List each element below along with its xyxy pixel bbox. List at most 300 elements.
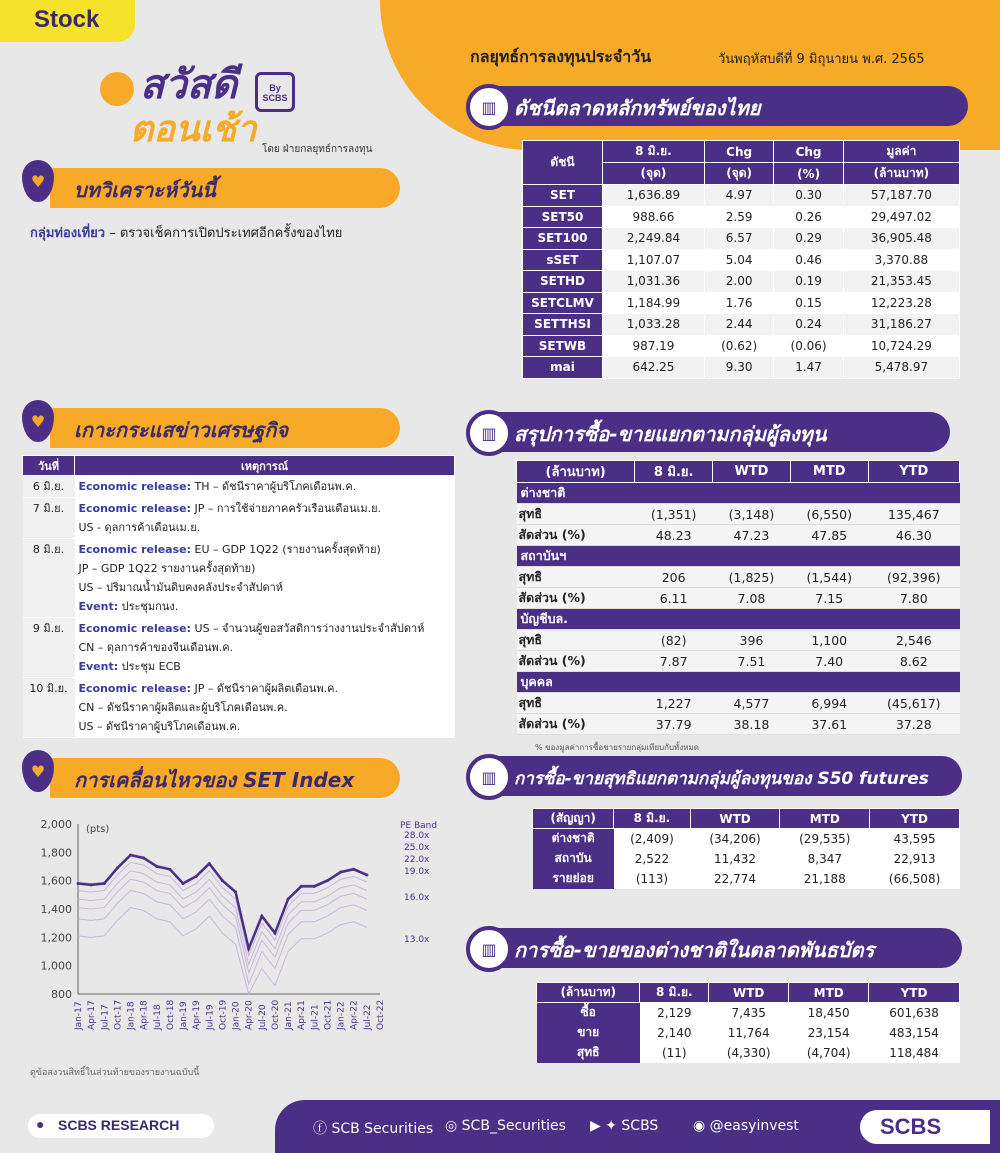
news-key: Event: [78,660,119,673]
youtube-twitter-link[interactable]: ▶ ✦ SCBS [590,1118,659,1134]
news-text: JP – ดัชนีราคาผู้ผลิตเดือนพ.ค. [191,682,339,695]
futures-cell: (66,508) [870,869,960,889]
analysis-text [30,222,342,243]
investor-cell: 7.51 [713,651,791,672]
analysis-sector: กลุ่มท่องเที่ยว [30,226,106,241]
investor-row [517,693,960,714]
index-cell: 0.46 [774,249,843,271]
futures-heading: การซื้อ-ขายสุทธิแยกตามกลุ่มผู้ลงทุนของ S50 futures [490,756,962,796]
investor-row [517,651,960,672]
y-tick-label: 1,000 [40,959,72,973]
futures-label: รายย่อย [533,869,614,889]
news-date: 9 มิ.ย. [23,618,75,678]
investor-cell: (1,544) [790,567,868,588]
news-text: US – ดัชนีราคาผู้บริโภคเดือนพ.ค. [78,720,241,733]
investor-group: บัญชีบล. [517,609,960,630]
set-index-point [352,868,355,871]
th-sub: (ล้านบาท) [843,163,959,185]
investor-cell: (92,396) [868,567,959,588]
news-text: JP – GDP 1Q22 รายงานครั้งสุดท้าย) [78,562,256,575]
news-line [79,638,451,657]
index-cell: 0.19 [774,271,843,293]
index-name: SET [523,185,603,207]
x-tick-label: Jan-22 [336,1001,347,1030]
index-cell: 0.15 [774,292,843,314]
index-cell: 2,249.84 [603,228,705,250]
index-name: SETCLMV [523,292,603,314]
futures-cell: (29,535) [780,829,870,849]
x-tick-label: Jul-19 [205,1004,216,1030]
news-text: ประชุม ECB [118,660,181,673]
investor-cell: 7.40 [790,651,868,672]
pe-band-label: 19.0x [404,867,430,877]
pe-band-line [78,879,367,973]
investor-cell: 6.11 [635,588,713,609]
futures-label: ต่างชาติ [533,829,614,849]
investor-cell: (1,351) [635,504,713,525]
investor-cell: 37.61 [790,714,868,735]
investor-cell: 47.23 [713,525,791,546]
index-name: sSET [523,249,603,271]
set-index-point [287,898,290,901]
index-row [523,335,960,357]
y-tick-label: 1,200 [40,931,72,945]
index-name: SET100 [523,228,603,250]
index-name: mai [523,357,603,379]
x-tick-label: Jan-20 [231,1001,242,1030]
pe-band-line [78,908,367,994]
investor-cell: (3,148) [713,504,791,525]
th: 8 มิ.ย. [640,983,709,1003]
index-cell: 987.19 [603,335,705,357]
futures-cell: (113) [614,869,690,889]
investor-table [516,460,960,735]
x-tick-label: Jan-21 [284,1001,295,1030]
index-cell: (0.06) [774,335,843,357]
magnifier-chart-icon: ▥ [466,926,512,972]
bonds-row [537,1023,960,1043]
th: WTD [713,461,791,483]
index-row [523,206,960,228]
news-text: JP – การใช้จ่ายภาคครัวเรือนเดือนเม.ย. [191,502,382,515]
investor-cell: 1,100 [790,630,868,651]
index-cell: 4.97 [704,185,773,207]
index-cell: 1,033.28 [603,314,705,336]
index-cell: 31,186.27 [843,314,959,336]
news-row [23,539,455,618]
y-tick-label: 800 [51,988,72,1001]
analysis-body: – ตรวจเช็คการเปิดประเทศอีกครั้งของไทย [105,226,343,241]
investor-group-row [517,672,960,693]
index-heading: ดัชนีตลาดหลักทรัพย์ของไทย [490,86,968,126]
bonds-cell: (11) [640,1043,709,1063]
index-cell: 642.25 [603,357,705,379]
investor-row-label: สัดส่วน (%) [517,714,635,735]
x-tick-label: Jul-22 [362,1004,373,1030]
news-events [75,476,455,498]
index-cell: 29,497.02 [843,206,959,228]
investor-cell: 7.08 [713,588,791,609]
investor-group: สถาบันฯ [517,546,960,567]
x-tick-label: Oct-17 [113,999,124,1030]
facebook-link[interactable]: ⓕ SCB Securities [313,1121,434,1137]
index-cell: 12,223.28 [843,292,959,314]
investor-row [517,714,960,735]
magnifier-chart-icon: ▥ [466,410,512,456]
bonds-cell: 601,638 [869,1003,960,1023]
bonds-cell: 11,764 [709,1023,789,1043]
index-cell: 0.29 [774,228,843,250]
news-text: CN – ดัชนีราคาผู้ผลิตและผู้บริโภคเดือนพ.ค. [78,701,288,714]
futures-cell: 8,347 [780,849,870,869]
news-text: US – จำนวนผู้ขอสวัสดิการว่างงานประจำสัปดาห์ [191,622,425,635]
set-index-point [90,883,93,886]
byline: โดย ฝ่ายกลยุทธ์การลงทุน [262,144,373,155]
investor-row-label: สุทธิ [517,693,635,714]
bonds-cell: 2,140 [640,1023,709,1043]
report-title: กลยุทธ์การลงทุนประจำวัน [470,47,652,66]
footer-bar [275,1100,1000,1153]
investor-cell: 4,577 [713,693,791,714]
futures-cell: 11,432 [690,849,780,869]
index-cell: 2.44 [704,314,773,336]
bonds-label: ขาย [537,1023,640,1043]
investor-cell: 396 [713,630,791,651]
news-key: Economic release: [78,543,192,556]
x-tick-label: Jan-19 [179,1001,190,1030]
news-events [75,539,455,618]
news-line [79,477,451,496]
investor-cell: 8.62 [868,651,959,672]
index-cell: 1.76 [704,292,773,314]
y-tick-label: 2,000 [40,818,72,831]
location-pin-icon: ♥ [22,160,54,202]
disclaimer-note: ดูข้อสงวนสิทธิ์ในส่วนท้ายของรายงานฉบับนี้ [30,1068,200,1078]
x-tick-label: Jul-17 [100,1004,111,1030]
index-cell: (0.62) [704,335,773,357]
pe-band-label: 16.0x [404,893,430,903]
th-date: วันที่ [23,456,75,476]
investor-cell: 135,467 [868,504,959,525]
bonds-label: ซื้อ [537,1003,640,1023]
th-sub: (จุด) [704,163,773,185]
y-tick-label: 1,600 [40,874,72,888]
index-name: SETHD [523,271,603,293]
news-line [79,578,451,597]
th-value: มูลค่า [843,141,959,163]
th-index: ดัชนี [523,141,603,185]
scbs-brand-logo: SCBS [860,1110,990,1144]
news-text: CN – ดุลการค้าของจีนเดือนพ.ค. [78,641,234,654]
bonds-cell: 18,450 [789,1003,869,1023]
set-index-point [129,854,132,857]
set-index-chart [20,810,460,1040]
news-row [23,618,455,678]
index-cell: 10,724.29 [843,335,959,357]
futures-cell: 22,774 [690,869,780,889]
set-index-point [326,879,329,882]
investor-cell: 7.80 [868,588,959,609]
news-row [23,498,455,539]
logo-line1: สวัสดี [140,62,238,108]
investor-row-label: สัดส่วน (%) [517,588,635,609]
set-index-point [77,882,80,885]
index-name: SETTHSI [523,314,603,336]
analysis-heading: บทวิเคราะห์วันนี้ [50,168,400,208]
th-chg: Chg [704,141,773,163]
th: MTD [780,809,870,829]
news-line [79,698,451,717]
investor-row-label: สุทธิ [517,504,635,525]
investor-cell: 7.87 [635,651,713,672]
location-pin-icon: ♥ [22,750,54,792]
futures-row [533,849,960,869]
x-tick-label: Jul-18 [152,1004,163,1030]
line-label: @easyinvest [709,1118,799,1134]
pe-band-label: 22.0x [404,855,430,865]
news-key: Economic release: [78,682,192,695]
bonds-cell: 483,154 [869,1023,960,1043]
index-cell: 1.47 [774,357,843,379]
investor-heading: สรุปการซื้อ-ขายแยกตามกลุ่มผู้ลงทุน [490,412,950,452]
investor-cell: 1,227 [635,693,713,714]
set-index-point [260,915,263,918]
th-event: เหตุการณ์ [75,456,455,476]
investor-cell: (6,550) [790,504,868,525]
th: YTD [869,983,960,1003]
index-cell: 5,478.97 [843,357,959,379]
news-key: Economic release: [78,502,192,515]
investor-cell: 47.85 [790,525,868,546]
x-tick-label: Jan-18 [126,1001,137,1030]
pe-band-label: 25.0x [404,843,430,853]
news-key: Economic release: [78,480,192,493]
set-index-point [168,868,171,871]
stock-tag: Stock [0,0,135,42]
x-tick-label: Oct-19 [218,999,229,1030]
news-text: US - ดุลการค้าเดือนเม.ย. [78,521,201,534]
y-tick-label: 1,400 [40,903,72,916]
header-orange-shape [380,0,1000,150]
search-icon: ● [36,1116,45,1132]
bonds-label: สุทธิ [537,1043,640,1063]
news-date: 7 มิ.ย. [23,498,75,539]
index-cell: 0.24 [774,314,843,336]
investor-group: ต่างชาติ [517,483,960,504]
investor-row-label: สัดส่วน (%) [517,525,635,546]
set-index-point [195,875,198,878]
futures-cell: 22,913 [870,849,960,869]
set-index-point [247,947,250,950]
instagram-link[interactable]: ◎ SCB_Securities [445,1118,566,1134]
set-index-point [103,882,106,885]
index-cell: 988.66 [603,206,705,228]
index-row [523,271,960,293]
investor-cell: 206 [635,567,713,588]
futures-cell: (2,409) [614,829,690,849]
report-date: วันพฤหัสบดีที่ 9 มิถุนายน พ.ศ. 2565 [718,52,925,67]
th: (ล้านบาท) [517,461,635,483]
index-row [523,185,960,207]
ig-label: SCB_Securities [461,1118,566,1134]
investor-row [517,504,960,525]
news-events [75,678,455,738]
investor-row [517,525,960,546]
x-tick-label: Oct-20 [270,999,281,1030]
index-table [522,140,960,379]
news-table [22,455,455,738]
news-line [79,499,451,518]
set-index-point [365,874,368,877]
th: MTD [790,461,868,483]
set-index-point [208,862,211,865]
bonds-cell: (4,704) [789,1043,869,1063]
news-text: ประชุมกนง. [118,600,179,613]
index-cell: 2.00 [704,271,773,293]
index-cell: 1,107.07 [603,249,705,271]
investor-group: บุคคล [517,672,960,693]
futures-cell: 43,595 [870,829,960,849]
futures-label: สถาบัน [533,849,614,869]
x-tick-label: Apr-21 [297,1000,308,1030]
investor-cell: 37.79 [635,714,713,735]
investor-group-row [517,609,960,630]
news-line [79,657,451,676]
set-index-point [116,866,119,869]
investor-cell: (45,617) [868,693,959,714]
magnifier-chart-icon: ▥ [466,754,512,800]
x-tick-label: Apr-19 [192,1000,203,1030]
x-tick-label: Oct-22 [376,999,386,1030]
investor-row-label: สัดส่วน (%) [517,651,635,672]
y-axis-label: (pts) [86,824,110,835]
pe-band-title: PE Band [400,821,438,831]
index-cell: 9.30 [704,357,773,379]
yt-label: SCBS [621,1118,659,1134]
news-events [75,618,455,678]
th: (สัญญา) [533,809,614,829]
x-tick-label: Jul-20 [257,1004,268,1030]
bonds-cell: 7,435 [709,1003,789,1023]
news-text: TH – ดัชนีราคาผู้บริโภคเดือนพ.ค. [191,480,357,493]
bonds-cell: 23,154 [789,1023,869,1043]
news-line [79,518,451,537]
x-tick-label: Oct-21 [323,999,334,1030]
news-line [79,559,451,578]
investor-row-label: สุทธิ [517,630,635,651]
pe-band-label: 13.0x [404,935,430,945]
research-badge[interactable] [28,1114,214,1138]
index-row [523,249,960,271]
coffee-cup-icon: By SCBS [255,72,295,112]
set-index-point [155,865,158,868]
index-cell: 2.59 [704,206,773,228]
pe-band-line [78,862,367,956]
news-line [79,597,451,616]
index-row [523,292,960,314]
th: 8 มิ.ย. [635,461,713,483]
sun-icon [100,72,134,106]
index-row [523,357,960,379]
investor-row [517,567,960,588]
news-events [75,498,455,539]
th-chgpct: Chg [774,141,843,163]
investor-group-row [517,483,960,504]
th: (ล้านบาท) [537,983,640,1003]
index-name: SET50 [523,206,603,228]
bonds-table [536,982,960,1063]
investor-cell: 6,994 [790,693,868,714]
investor-cell: (1,825) [713,567,791,588]
news-row [23,678,455,738]
th: YTD [868,461,959,483]
futures-row [533,829,960,849]
news-text: EU – GDP 1Q22 (รายงานครั้งสุดท้าย) [191,543,381,556]
bonds-heading: การซื้อ-ขายของต่างชาติในตลาดพันธบัตร [490,928,962,968]
fb-label: SCB Securities [331,1121,434,1137]
x-tick-label: Jul-21 [310,1004,321,1030]
set-index-point [234,891,237,894]
news-key: Economic release: [78,622,192,635]
magnifier-chart-icon: ▥ [466,84,512,130]
news-line [79,679,451,698]
set-index-point [339,871,342,874]
x-tick-label: Apr-17 [87,1000,98,1030]
th: WTD [690,809,780,829]
set-index-point [221,879,224,882]
bonds-cell: 118,484 [869,1043,960,1063]
investor-cell: 37.28 [868,714,959,735]
index-cell: 6.57 [704,228,773,250]
news-line [79,619,451,638]
line-link[interactable]: ◉ @easyinvest [693,1118,799,1134]
bonds-cell: 2,129 [640,1003,709,1023]
set-index-point [273,932,276,935]
index-name: SETWB [523,335,603,357]
x-tick-label: Jan-17 [74,1001,84,1030]
news-row [23,476,455,498]
bonds-row [537,1003,960,1023]
th: WTD [709,983,789,1003]
index-cell: 1,636.89 [603,185,705,207]
news-text: US – ปริมาณน้ำมันดิบคงคลังประจำสัปดาห์ [78,581,284,594]
investor-row [517,588,960,609]
futures-row [533,869,960,889]
set-index-point [142,857,145,860]
news-heading: เกาะกระแสข่าวเศรษฐกิจ [50,408,400,448]
investor-cell: (82) [635,630,713,651]
set-index-point [300,885,303,888]
chart-heading: การเคลื่อนไหวของ SET Index [50,758,400,798]
x-tick-label: Oct-18 [165,999,176,1030]
news-date: 8 มิ.ย. [23,539,75,618]
th-date: 8 มิ.ย. [603,141,705,163]
news-line [79,717,451,736]
investor-row [517,630,960,651]
investor-row-label: สุทธิ [517,567,635,588]
index-cell: 36,905.48 [843,228,959,250]
news-date: 10 มิ.ย. [23,678,75,738]
x-tick-label: Apr-20 [244,1000,255,1030]
investor-cell: 2,546 [868,630,959,651]
index-row [523,314,960,336]
index-cell: 1,031.36 [603,271,705,293]
futures-table [532,808,960,889]
futures-cell: 21,188 [780,869,870,889]
futures-cell: (34,206) [690,829,780,849]
index-cell: 57,187.70 [843,185,959,207]
research-label: SCBS RESEARCH [58,1117,180,1133]
